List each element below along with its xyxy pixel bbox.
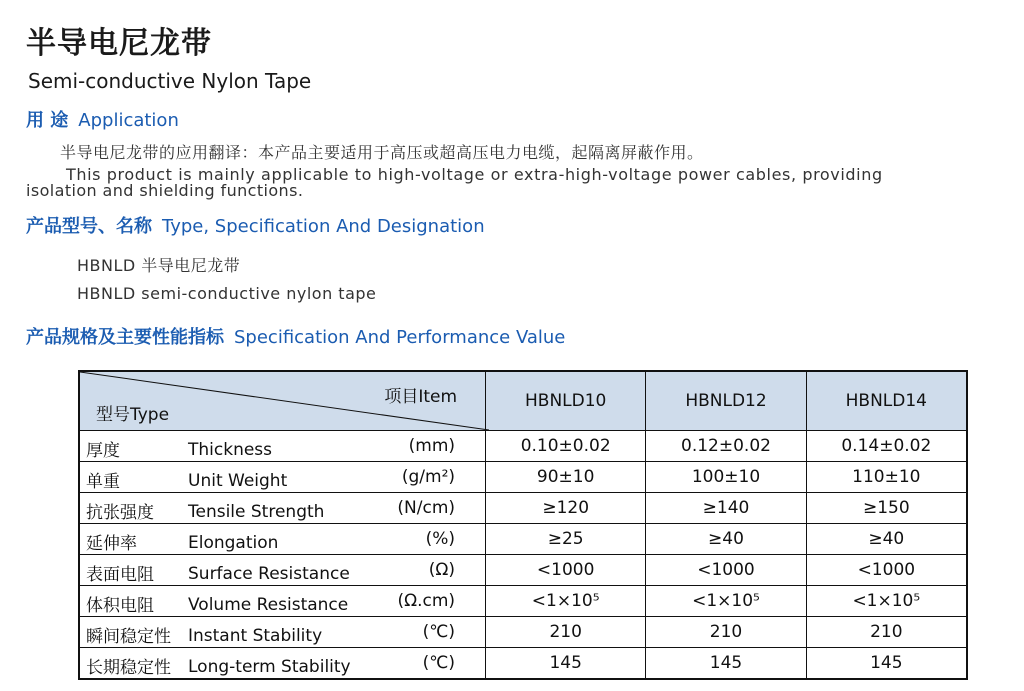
spec-table-body (79, 431, 967, 680)
value-cell: <1×10⁵ (486, 586, 646, 617)
header-diagonal-cell (79, 371, 486, 431)
property-unit: (mm) (408, 436, 456, 456)
header-item-label: 项目Item (384, 387, 458, 407)
property-cell (79, 555, 486, 586)
table-row (79, 462, 967, 493)
value-cell: 210 (486, 617, 646, 648)
property-unit: (Ω) (428, 560, 456, 580)
value-cell: 0.12±0.02 (646, 431, 806, 462)
spec-table-header-row (79, 371, 967, 431)
property-name-en: Elongation (188, 533, 279, 553)
property-name-cn: 单重 (86, 472, 120, 492)
value-cell: 100±10 (646, 462, 806, 493)
value-cell: 210 (646, 617, 806, 648)
property-name-en: Instant Stability (188, 626, 323, 646)
property-cell (79, 462, 486, 493)
spec-table (78, 370, 968, 680)
property-name-cn: 厚度 (86, 441, 120, 461)
type-line-en: HBNLD semi-conductive nylon tape (77, 284, 377, 303)
value-cell: 145 (486, 648, 646, 680)
value-cell: <1×10⁵ (646, 586, 806, 617)
value-cell: <1000 (806, 555, 967, 586)
application-text-en-line1: This product is mainly applicable to high-voltage or extra-high-voltage power cables, providing (66, 165, 883, 184)
value-cell: <1000 (486, 555, 646, 586)
value-cell: ≥140 (646, 493, 806, 524)
page-title-cn: 半导电尼龙带 (26, 26, 212, 61)
value-cell: 0.14±0.02 (806, 431, 967, 462)
value-cell: 210 (806, 617, 967, 648)
spec-heading-en: Specification And Performance Value (234, 327, 566, 348)
table-row (79, 586, 967, 617)
property-cell (79, 586, 486, 617)
value-cell: 110±10 (806, 462, 967, 493)
value-cell: 0.10±0.02 (486, 431, 646, 462)
header-type-label: 型号Type (96, 405, 170, 425)
property-name-cn: 表面电阻 (86, 565, 154, 585)
application-heading (26, 106, 179, 132)
model-header: HBNLD10 (486, 371, 646, 431)
application-text-en (26, 167, 976, 199)
value-cell: 145 (806, 648, 967, 680)
property-unit: (℃) (422, 653, 456, 673)
property-name-en: Unit Weight (188, 471, 288, 491)
model-header: HBNLD12 (646, 371, 806, 431)
property-cell (79, 648, 486, 680)
value-cell: ≥40 (806, 524, 967, 555)
application-heading-cn: 用 途 (26, 110, 69, 131)
property-name-en: Thickness (188, 440, 273, 460)
type-heading-cn: 产品型号、名称 (26, 216, 152, 237)
application-heading-en: Application (78, 110, 179, 131)
application-text-cn: 半导电尼龙带的应用翻译：本产品主要适用于高压或超高压电力电缆，起隔离屏蔽作用。 (60, 143, 704, 162)
spec-heading (26, 323, 565, 349)
value-cell: ≥25 (486, 524, 646, 555)
property-unit: (Ω.cm) (397, 591, 456, 611)
table-row (79, 555, 967, 586)
application-text-en-line2: isolation and shielding functions. (26, 181, 304, 200)
property-unit: (g/m²) (401, 467, 456, 487)
table-row (79, 524, 967, 555)
table-row (79, 493, 967, 524)
property-name-cn: 长期稳定性 (86, 658, 171, 678)
table-row (79, 617, 967, 648)
property-name-cn: 瞬间稳定性 (86, 627, 171, 647)
property-name-cn: 抗张强度 (86, 503, 154, 523)
property-unit: (N/cm) (397, 498, 456, 518)
property-cell (79, 617, 486, 648)
type-heading (26, 212, 485, 238)
value-cell: ≥40 (646, 524, 806, 555)
table-row (79, 648, 967, 680)
property-cell (79, 431, 486, 462)
table-row (79, 431, 967, 462)
type-line-cn: HBNLD 半导电尼龙带 (77, 256, 241, 275)
property-name-en: Tensile Strength (188, 502, 325, 522)
property-cell (79, 493, 486, 524)
type-heading-en: Type, Specification And Designation (162, 216, 485, 237)
property-name-cn: 延伸率 (86, 534, 137, 554)
value-cell: ≥150 (806, 493, 967, 524)
spec-heading-cn: 产品规格及主要性能指标 (26, 327, 224, 348)
value-cell: ≥120 (486, 493, 646, 524)
value-cell: 145 (646, 648, 806, 680)
page-title-en: Semi-conductive Nylon Tape (28, 69, 312, 93)
property-name-en: Long-term Stability (188, 657, 351, 677)
property-unit: (%) (425, 529, 456, 549)
property-cell (79, 524, 486, 555)
property-name-en: Volume Resistance (188, 595, 349, 615)
property-name-en: Surface Resistance (188, 564, 350, 584)
value-cell: <1000 (646, 555, 806, 586)
value-cell: 90±10 (486, 462, 646, 493)
value-cell: <1×10⁵ (806, 586, 967, 617)
property-unit: (℃) (422, 622, 456, 642)
model-header: HBNLD14 (806, 371, 967, 431)
property-name-cn: 体积电阻 (86, 596, 154, 616)
